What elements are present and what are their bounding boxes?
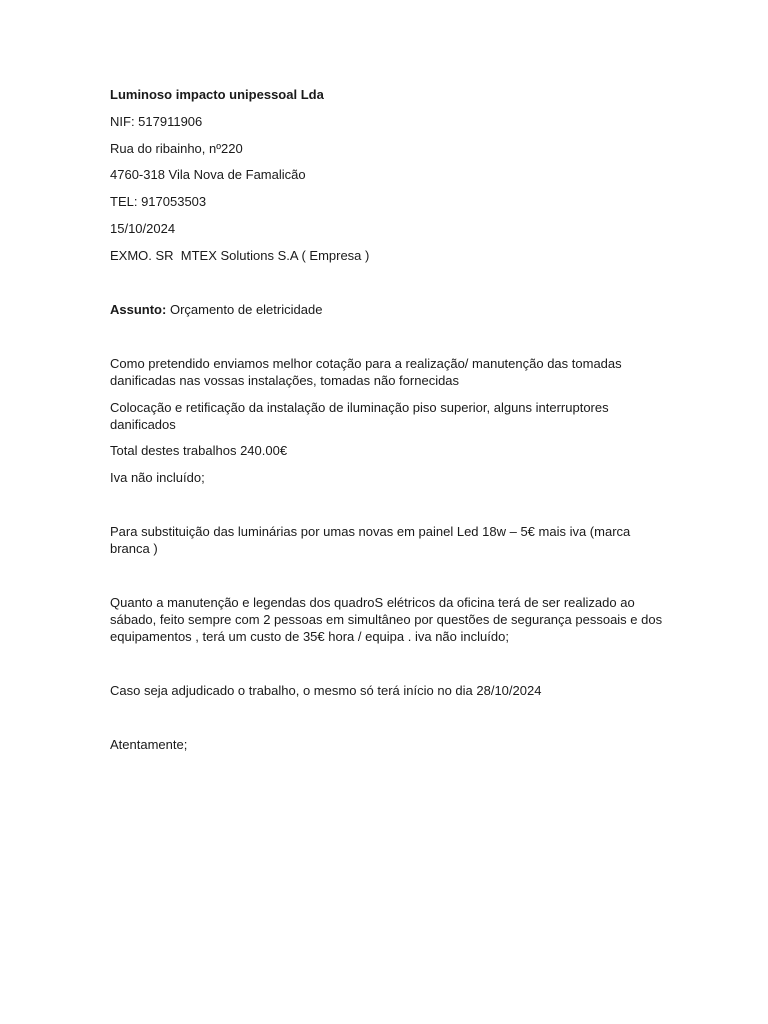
- body-paragraph-inicio: Caso seja adjudicado o trabalho, o mesmo só terá início no dia 28/10/2024: [110, 683, 542, 698]
- subject-label: Assunto:: [110, 302, 167, 317]
- subject-text: Orçamento de eletricidade: [166, 302, 323, 317]
- body-paragraph-quadros: Quanto a manutenção e legendas dos quadroS elétricos da oficina terá de ser realizado ao sábado, feito sempre com 2 pessoas em simultâneo por questões de segurança pessoais e dos equipamentos , terá um custo de 35€ hora / equipa . iva não incluído;: [110, 595, 663, 644]
- body-paragraph-luminarias: Para substituição das luminárias por umas novas em painel Led 18w – 5€ mais iva (marca branca ): [110, 524, 631, 556]
- letter-date: 15/10/2024: [110, 221, 176, 236]
- body-paragraph-iva: Iva não incluído;: [110, 470, 205, 485]
- sender-company: Luminoso impacto unipessoal Lda: [110, 87, 324, 102]
- body-paragraph-total: Total destes trabalhos 240.00€: [110, 443, 288, 458]
- recipient: EXMO. SR MTEX Solutions S.A ( Empresa ): [110, 248, 370, 263]
- body-paragraph-2: Colocação e retificação da instalação de iluminação piso superior, alguns interruptores danificados: [110, 400, 609, 432]
- closing: Atentamente;: [110, 737, 188, 752]
- sender-address: Rua do ribainho, nº220: [110, 141, 243, 156]
- sender-tel: TEL: 917053503: [110, 194, 207, 209]
- sender-nif: NIF: 517911906: [110, 114, 203, 129]
- body-paragraph-1: Como pretendido enviamos melhor cotação para a realização/ manutenção das tomadas danificadas nas vossas instalações, tomadas não fornecidas: [110, 356, 622, 388]
- subject-line: [110, 301, 670, 318]
- sender-city: 4760-318 Vila Nova de Famalicão: [110, 167, 306, 182]
